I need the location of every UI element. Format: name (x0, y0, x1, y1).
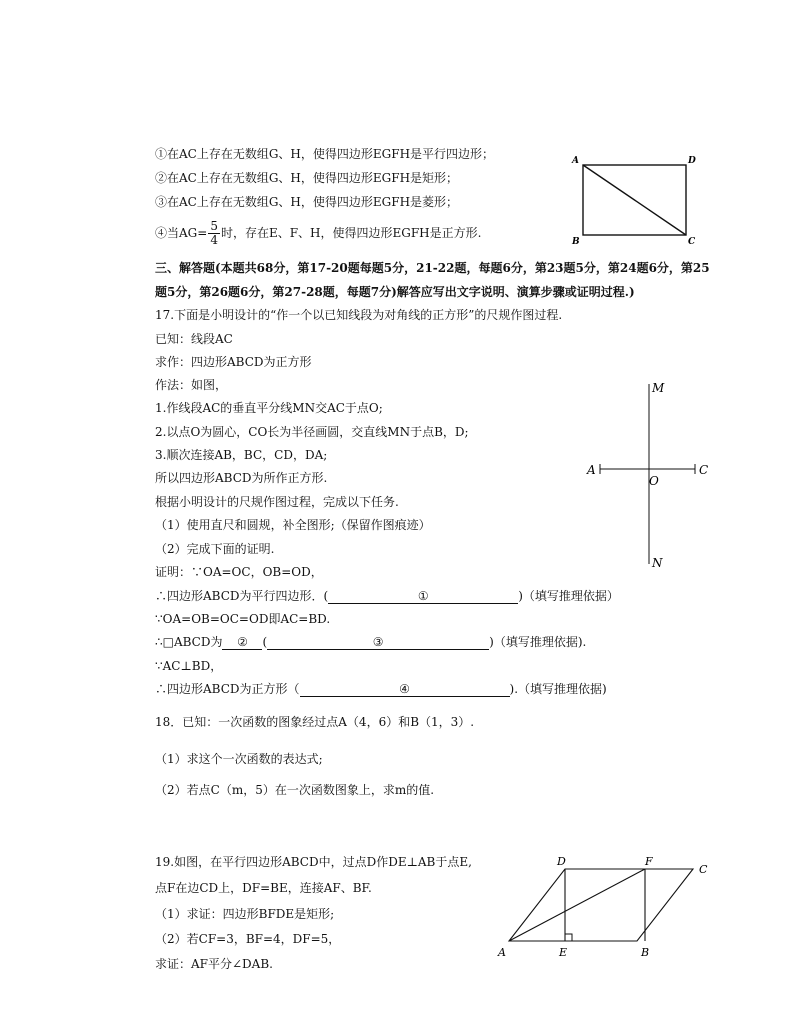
q17-step3: 3.顺次连接AB，BC，CD，DA; (155, 448, 328, 462)
label-b: B (572, 237, 580, 247)
label-c: C (699, 863, 708, 876)
label-d: D (557, 855, 566, 868)
q17-proof6 (155, 681, 607, 697)
section3-line2: 题5分，第26题6分，第27-28题，每题7分)解答应写出文字说明、演算步骤或证明过程.) (155, 285, 635, 299)
fraction-denominator: 4 (210, 233, 218, 247)
q17-proof4-pre: ∴□ABCD为 (155, 635, 223, 649)
q16-option-2: ②在AC上存在无数组G、H，使得四边形EGFH是矩形； (155, 171, 459, 185)
q17-proof1: 证明：∵OA=OC，OB=OD， (155, 565, 323, 579)
q17-title: 17.下面是小明设计的“作一个以已知线段为对角线的正方形”的尺规作图过程. (155, 308, 563, 322)
q19-part1: （1）求证：四边形BFDE是矩形; (155, 907, 335, 921)
label-a: A (498, 946, 506, 959)
q19-line1: 19.如图，在平行四边形ABCD中，过点D作DE⊥AB于点E, (155, 855, 472, 869)
answer-blank-2[interactable]: ② (222, 635, 262, 650)
q16-option-1: ①在AC上存在无数组G、H，使得四边形EGFH是平行四边形； (155, 147, 495, 161)
q19-line2: 点F在边CD上，DF=BE，连接AF、BF. (155, 881, 372, 895)
q17-task1: （1）使用直尺和圆规，补全图形;（保留作图痕迹） (155, 518, 431, 532)
q17-proof2 (155, 588, 619, 604)
diagonal-ac (583, 165, 686, 235)
q17-proof6-pre: ∴四边形ABCD为正方形（ (155, 682, 300, 696)
fraction (208, 220, 220, 247)
q16-option-3: ③在AC上存在无数组G、H，使得四边形EGFH是菱形； (155, 195, 459, 209)
q17-method: 作法：如图， (155, 378, 228, 392)
label-b: B (641, 946, 650, 959)
parallelogram-diagram (495, 850, 725, 970)
q16-option-4-post: 时，存在E、F、H，使得四边形EGFH是正方形. (220, 226, 482, 240)
rectangle-diagram (568, 150, 708, 250)
q17-task2: （2）完成下面的证明. (155, 542, 275, 556)
q18-title: 18．已知：一次函数的图象经过点A（4，6）和B（1，3）. (155, 715, 475, 729)
label-m: M (652, 381, 665, 395)
segment-af (509, 869, 645, 941)
answer-blank-1[interactable]: ① (328, 589, 518, 604)
section3-line1: 三、解答题(本题共68分，第17-20题每题5分，21-22题，每题6分，第23题5分，第24题6分，第25 (155, 261, 710, 275)
q17-task: 根据小明设计的尺规作图过程，完成以下任务. (155, 495, 399, 509)
q17-proof2-post: )（填写推理依据） (518, 589, 619, 603)
bisector-diagram (585, 378, 725, 578)
parallelogram-abcd (509, 869, 693, 941)
q18-part2: （2）若点C（m，5）在一次函数图象上，求m的值. (155, 783, 435, 797)
label-o: O (649, 474, 659, 488)
q17-known: 已知：线段AC (155, 332, 233, 346)
q17-step2: 2.以点O为圆心，CO长为半径画圆，交直线MN于点B，D; (155, 425, 469, 439)
label-c: C (699, 463, 709, 477)
fraction-numerator: 5 (210, 219, 218, 233)
label-e: E (559, 946, 568, 959)
right-angle-mark (565, 934, 572, 941)
q17-proof5: ∵AC⊥BD， (155, 659, 223, 673)
label-n: N (652, 556, 663, 570)
q17-find: 求作：四边形ABCD为正方形 (155, 355, 312, 369)
label-d: D (688, 156, 696, 166)
q17-proof3: ∵OA=OB=OC=OD即AC=BD. (155, 612, 331, 626)
label-c: C (688, 237, 696, 247)
answer-blank-4[interactable]: ④ (300, 682, 510, 697)
q17-step1: 1.作线段AC的垂直平分线MN交AC于点O; (155, 401, 383, 415)
q17-proof4-post: )（填写推理依据). (489, 635, 587, 649)
q16-option-4-pre: ④当AG= (155, 226, 208, 240)
q18-part1: （1）求这个一次函数的表达式; (155, 752, 323, 766)
q17-conclusion: 所以四边形ABCD为所作正方形. (155, 471, 328, 485)
q17-proof6-post: ).（填写推理依据) (509, 682, 607, 696)
q17-proof2-pre: ∴四边形ABCD为平行四边形．( (155, 589, 329, 603)
q17-proof4 (155, 634, 586, 650)
answer-blank-3[interactable]: ③ (267, 635, 489, 650)
q19-part3: 求证：AF平分∠DAB. (155, 957, 273, 971)
label-a: A (587, 463, 596, 477)
label-f: F (645, 855, 653, 868)
label-a: A (572, 156, 579, 166)
q19-part2: （2）若CF=3，BF=4，DF=5， (155, 932, 341, 946)
q17-proof4-mid: ( (262, 635, 268, 649)
q16-option-4 (155, 218, 481, 248)
